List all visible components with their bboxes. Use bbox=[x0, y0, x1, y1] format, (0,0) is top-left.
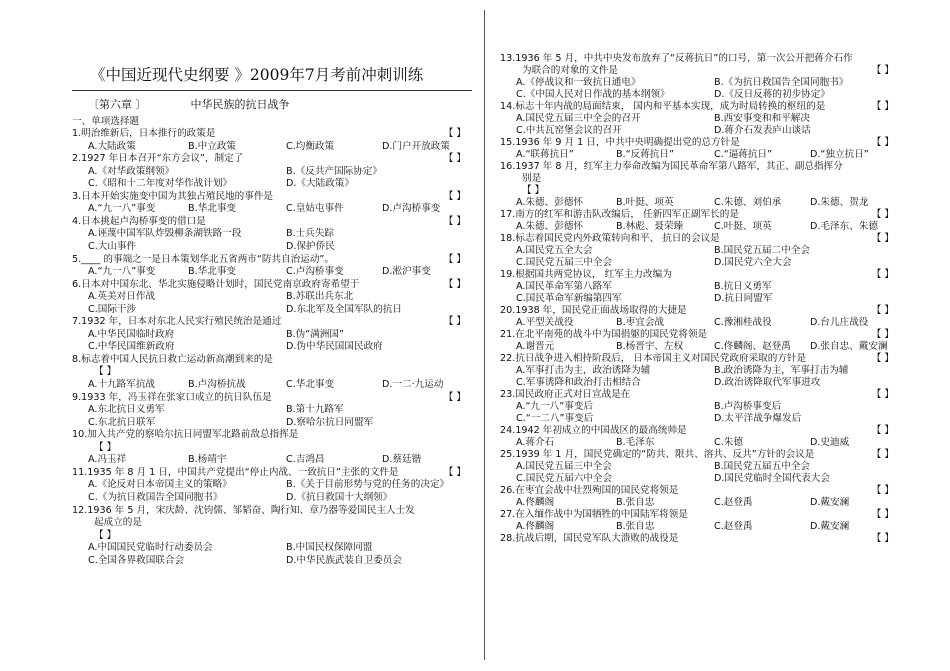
answer-bracket: 【 】 bbox=[94, 441, 117, 453]
option-c: C.朱德 bbox=[714, 437, 743, 448]
answer-bracket: 【 】 bbox=[443, 190, 466, 202]
option-b: B.张自忠 bbox=[616, 521, 655, 532]
option-first: C.国际干涉 bbox=[88, 303, 137, 315]
question-text: 12.1936 年 5 月，宋庆龄、沈钧儒、邹韬奋、陶行知、章乃器等爱国民主人士发 bbox=[72, 504, 415, 516]
option-b: B.卢沟桥抗战 bbox=[188, 379, 246, 390]
answer-bracket: 【 】 bbox=[871, 137, 894, 148]
option-d: D.淞沪事变 bbox=[382, 266, 431, 278]
option-second: B.国民党五届二中全会 bbox=[714, 245, 810, 256]
section-heading: 一、单项选择题 bbox=[72, 116, 140, 127]
option-a: A.“九一八”事变 bbox=[88, 266, 156, 278]
option-b: B.张自忠 bbox=[616, 497, 655, 508]
option-first: A.国民党五届三中全会的召开 bbox=[516, 113, 641, 124]
option-c: C.佟麟阁、赵登禹 bbox=[714, 341, 791, 352]
answer-bracket: 【 】 bbox=[871, 233, 894, 244]
answer-bracket: 【 】 bbox=[443, 128, 466, 139]
answer-bracket: 【 】 bbox=[871, 329, 894, 340]
page-title: 《中国近现代史纲要 》2009年7月考前冲刺训练 bbox=[90, 66, 424, 84]
answer-bracket: 【 】 bbox=[871, 509, 894, 520]
option-c: C.朱德、刘伯承 bbox=[714, 197, 782, 208]
answer-bracket: 【 】 bbox=[443, 253, 466, 265]
option-d: D.戴安澜 bbox=[810, 521, 850, 532]
answer-bracket: 【 】 bbox=[871, 101, 894, 112]
question-text: 24.1942 年初成立的中国战区的最高统帅是 bbox=[500, 425, 687, 436]
option-second: D.《抗日救国十大纲领》 bbox=[286, 491, 393, 503]
option-b: B.叶挺、项英 bbox=[616, 197, 674, 208]
option-first: C.国民党五届三中全会 bbox=[516, 257, 613, 268]
option-second: B.卢沟桥事变后 bbox=[714, 401, 782, 412]
option-c: C.赵登禹 bbox=[714, 497, 753, 508]
option-a: A.平型关战役 bbox=[516, 317, 574, 328]
question-text: 11.1935 年 8 月 1 日，中国共产党提出“停止内战、一致抗日”主张的文件是 bbox=[72, 466, 399, 478]
option-second: B.《为抗日救国告全国同胞书》 bbox=[714, 77, 849, 88]
option-second: B.中国民权保障同盟 bbox=[286, 542, 373, 554]
option-second: B.西安事变和和平解决 bbox=[714, 113, 810, 124]
option-c: C.吉鸿昌 bbox=[286, 454, 325, 466]
option-a: A.佟麟阁 bbox=[516, 497, 555, 508]
answer-bracket: 【 】 bbox=[871, 209, 894, 220]
question-text: 5.____ 的事端之一是日本策划华北五省两市“防共自治运动”。 bbox=[72, 253, 334, 265]
option-first: A.《停战议和一致抗日通电》 bbox=[516, 77, 641, 88]
option-b: B.毛泽东 bbox=[616, 437, 655, 448]
option-a: A.“联蒋抗日” bbox=[516, 149, 574, 160]
option-first: C.“一二八”事变后 bbox=[516, 413, 594, 424]
option-b: B.枣宜会战 bbox=[616, 317, 665, 328]
option-second: B.《反共产国际协定》 bbox=[286, 165, 382, 177]
option-first: A.中华民国临时政府 bbox=[88, 328, 175, 340]
option-first: A.英美对日作战 bbox=[88, 291, 156, 303]
title-rule bbox=[72, 90, 472, 91]
option-first: C.国民党五届六中全会 bbox=[516, 473, 613, 484]
answer-bracket: 【 】 bbox=[871, 65, 894, 76]
question-text: 17.南方的红军和游击队改编后， 任新四军正副军长的是 bbox=[500, 209, 739, 220]
option-second: D.伪中华民国国民政府 bbox=[286, 341, 383, 353]
answer-bracket: 【 】 bbox=[522, 185, 545, 196]
question-text: 26.在枣宜会战中壮烈殉国的国民党将领是 bbox=[500, 485, 679, 496]
option-b: B.中立政策 bbox=[188, 140, 237, 152]
option-second: D.《大陆政策》 bbox=[286, 178, 354, 190]
question-text: 别是 bbox=[522, 173, 542, 184]
question-text: 4.日本挑起卢沟桥事变的借口是 bbox=[72, 215, 206, 227]
answer-bracket: 【 】 bbox=[871, 269, 894, 280]
answer-bracket: 【 】 bbox=[871, 305, 894, 316]
answer-bracket: 【 】 bbox=[443, 278, 466, 290]
option-a: A.朱德、彭德怀 bbox=[516, 197, 584, 208]
option-first: A.“九一八”事变后 bbox=[516, 401, 593, 412]
option-a: A.蒋介石 bbox=[516, 437, 555, 448]
option-b: B.华北事变 bbox=[188, 203, 237, 215]
option-second: D.国民党六全大会 bbox=[714, 257, 792, 268]
option-d: D.朱德、贺龙 bbox=[810, 197, 869, 208]
option-second: D.抗日同盟军 bbox=[714, 293, 773, 304]
answer-bracket: 【 】 bbox=[443, 215, 466, 227]
option-first: A.国民革命军第八路军 bbox=[516, 281, 612, 292]
answer-bracket: 【 】 bbox=[443, 466, 466, 478]
answer-bracket: 【 】 bbox=[871, 425, 894, 436]
option-b: B.杨靖宇 bbox=[188, 454, 227, 466]
option-d: D.卢沟桥事变 bbox=[382, 203, 441, 215]
option-c: C.均衡政策 bbox=[286, 140, 335, 152]
answer-bracket: 【 】 bbox=[871, 533, 894, 544]
answer-bracket: 【 】 bbox=[443, 316, 466, 328]
option-first: C.中华民国维新政府 bbox=[88, 341, 175, 353]
question-text: 1.明治维新后，日本推行的政策是 bbox=[72, 128, 216, 139]
answer-bracket: 【 】 bbox=[871, 449, 894, 460]
option-d: D.“独立抗日” bbox=[810, 149, 869, 160]
option-a: A.谢晋元 bbox=[516, 341, 555, 352]
option-a: A.大陆政策 bbox=[88, 140, 136, 152]
option-second: D.蒋介石发表庐山谈话 bbox=[714, 125, 811, 136]
option-second: D.察哈尔抗日同盟军 bbox=[286, 416, 374, 428]
option-a: A.十九路军抗战 bbox=[88, 379, 156, 390]
option-c: C.赵登禹 bbox=[714, 521, 753, 532]
option-b: B.杨晋宇、左权 bbox=[616, 341, 684, 352]
question-text: 起成立的是 bbox=[94, 517, 142, 529]
option-second: D.保护侨民 bbox=[286, 240, 335, 252]
question-text: 15.1936 年 9 月 1 日，中共中央明确提出党的总方针是 bbox=[500, 137, 740, 148]
question-text: 27.在入缅作战中为国牺牲的中国陆军将领是 bbox=[500, 509, 688, 520]
option-c: C.豫湘桂战役 bbox=[714, 317, 772, 328]
option-d: D.戴安澜 bbox=[810, 497, 850, 508]
question-text: 2.1927 年日本召开“东方会议”，制定了 bbox=[72, 153, 244, 165]
option-first: C.《昭和十二年度对华作战计划》 bbox=[88, 178, 233, 190]
option-b: B.“反蒋抗日” bbox=[616, 149, 674, 160]
option-first: C.国民革命军新编第四军 bbox=[516, 293, 622, 304]
answer-bracket: 【 】 bbox=[871, 389, 894, 400]
option-first: C.军事诱降和政治打击相结合 bbox=[516, 377, 641, 388]
option-d: D.蔡廷锴 bbox=[382, 454, 422, 466]
option-d: D.一二·九运动 bbox=[382, 379, 444, 390]
answer-bracket: 【 】 bbox=[871, 485, 894, 496]
option-second: B.第十九路军 bbox=[286, 404, 344, 416]
option-b: B.华北事变 bbox=[188, 266, 237, 278]
option-second: D.《反日反蒋的初步协定》 bbox=[714, 89, 830, 100]
question-text: 6.日本对中国东北、华北实施侵略计划时，国民党南京政府寄希望于 bbox=[72, 278, 360, 290]
answer-bracket: 【 】 bbox=[443, 391, 466, 403]
option-c: C.卢沟桥事变 bbox=[286, 266, 344, 278]
option-d: D.毛泽东、朱德 bbox=[810, 221, 878, 232]
option-d: D.张自忠、戴安澜 bbox=[810, 341, 888, 352]
answer-bracket: 【 】 bbox=[443, 153, 466, 165]
option-d: D.门户开放政策 bbox=[382, 140, 450, 152]
option-first: C.东北抗日联军 bbox=[88, 416, 156, 428]
question-text: 16.1937 年 8 月，红军主力奉命改编为国民革命军第八路军，其正、副总指挥分 bbox=[500, 161, 843, 172]
question-stem bbox=[500, 533, 900, 547]
option-d: D.史迪威 bbox=[810, 437, 850, 448]
chapter-heading bbox=[88, 96, 290, 112]
option-first: A.中国国民党临时行动委员会 bbox=[88, 542, 213, 554]
option-second: D.中华民族武装自卫委员会 bbox=[286, 554, 402, 566]
question-text: 20.1938 年，国民党正面战场取得的大捷是 bbox=[500, 305, 687, 316]
question-text: 22.抗日战争进入相持阶段后， 日本帝国主义对国民党政府采取的方针是 bbox=[500, 353, 807, 364]
option-second: B.苏联出兵东北 bbox=[286, 291, 354, 303]
question-text: 18.标志着国民党内外政策转向和平、 抗日的会议是 bbox=[500, 233, 720, 244]
option-first: A.国民党五全大会 bbox=[516, 245, 593, 256]
answer-bracket: 【 】 bbox=[871, 353, 894, 364]
option-first: C.《中国人民对日作战的基本纲领》 bbox=[516, 89, 670, 100]
option-first: A.《论反对日本帝国主义的策略》 bbox=[88, 479, 232, 491]
option-second: B.国民党五届五中全会 bbox=[714, 461, 810, 472]
option-c: C.叶挺、项英 bbox=[714, 221, 772, 232]
option-first: C.大山事件 bbox=[88, 240, 137, 252]
option-first: C.中共瓦窑堡会议的召开 bbox=[516, 125, 622, 136]
question-text: 10.加入共产党的察哈尔抗日同盟军北路前敌总指挥是 bbox=[72, 429, 299, 441]
chapter-label: 〔第六章 〕 bbox=[88, 98, 147, 111]
options-row bbox=[72, 555, 472, 569]
question-text: 14.标志十年内战的局面结束， 国内和平基本实现，成为时局转换的枢纽的是 bbox=[500, 101, 826, 112]
option-second: B.抗日义勇军 bbox=[714, 281, 772, 292]
question-text: 23.国民政府正式对日宣战是在 bbox=[500, 389, 631, 400]
question-text: 13.1936 年 5 月，中共中央发布放弃了“反蒋抗日”的口号，第一次公开把蒋介石作 bbox=[500, 53, 853, 64]
option-c: C.皇姑屯事件 bbox=[286, 203, 344, 215]
question-text: 7.1932 年，日本对东北人民实行殖民统治是通过 bbox=[72, 316, 282, 328]
option-a: A.“九一八”事变 bbox=[88, 203, 156, 215]
option-first: A.军事打击为主，政治诱降为辅 bbox=[516, 365, 651, 376]
option-b: B.林彪、聂荣臻 bbox=[616, 221, 684, 232]
answer-bracket: 【 】 bbox=[94, 529, 117, 541]
option-a: A.冯玉祥 bbox=[88, 454, 127, 466]
option-second: B.伪“满洲国” bbox=[286, 328, 344, 340]
option-first: C.全国各界救国联合会 bbox=[88, 554, 185, 566]
column-divider bbox=[484, 10, 485, 660]
question-text: 为联合的对象的文件是 bbox=[522, 65, 618, 76]
question-text: 9.1933 年，冯玉祥在张家口成立的抗日队伍是 bbox=[72, 391, 272, 403]
option-first: A.《对华政策纲领》 bbox=[88, 165, 175, 177]
question-text: 8.标志着中国人民抗日救亡运动新高潮到来的是 bbox=[72, 353, 274, 365]
option-first: A.东北抗日义勇军 bbox=[88, 404, 165, 416]
question-text: 25.1939 年 1 月，国民党确定的“防共、限共、溶共、反共”方针的会议是 bbox=[500, 449, 815, 460]
question-text: 28.抗战后期，国民党军队大溃败的战役是 bbox=[500, 533, 679, 544]
option-a: A.朱德、彭德怀 bbox=[516, 221, 584, 232]
answer-bracket: 【 】 bbox=[94, 366, 117, 378]
chapter-name: 中华民族的抗日战争 bbox=[190, 98, 290, 111]
option-c: C.“逼蒋抗日” bbox=[714, 149, 773, 160]
option-a: A.佟麟阁 bbox=[516, 521, 555, 532]
option-first: C.《为抗日救国告全国同胞书》 bbox=[88, 491, 223, 503]
option-second: D.国民党临时全国代表大会 bbox=[714, 473, 830, 484]
option-second: D.政治诱降取代军事进攻 bbox=[714, 377, 821, 388]
option-first: A.诬蔑中国军队炸毁柳条湖铁路一段 bbox=[88, 228, 242, 240]
option-second: D.东北军及全国军队的抗日 bbox=[286, 303, 402, 315]
question-text: 3.日本开始实施变中国为其独占殖民地的事件是 bbox=[72, 190, 274, 202]
option-second: B.政治诱降为主，军事打击为辅 bbox=[714, 365, 849, 376]
question-text: 21.在北平南苑的战斗中为国捐躯的国民党将领是 bbox=[500, 329, 708, 340]
option-first: A.国民党五届三中全会 bbox=[516, 461, 612, 472]
option-second: B.《关于目前形势与党的任务的决定》 bbox=[286, 479, 450, 491]
question-text: 19.根据国共两党协议， 红军主力改编为 bbox=[500, 269, 672, 280]
option-d: D.台儿庄战役 bbox=[810, 317, 869, 328]
option-second: D.太平洋战争爆发后 bbox=[714, 413, 802, 424]
option-second: B.士兵失踪 bbox=[286, 228, 335, 240]
option-c: C.华北事变 bbox=[286, 379, 335, 390]
